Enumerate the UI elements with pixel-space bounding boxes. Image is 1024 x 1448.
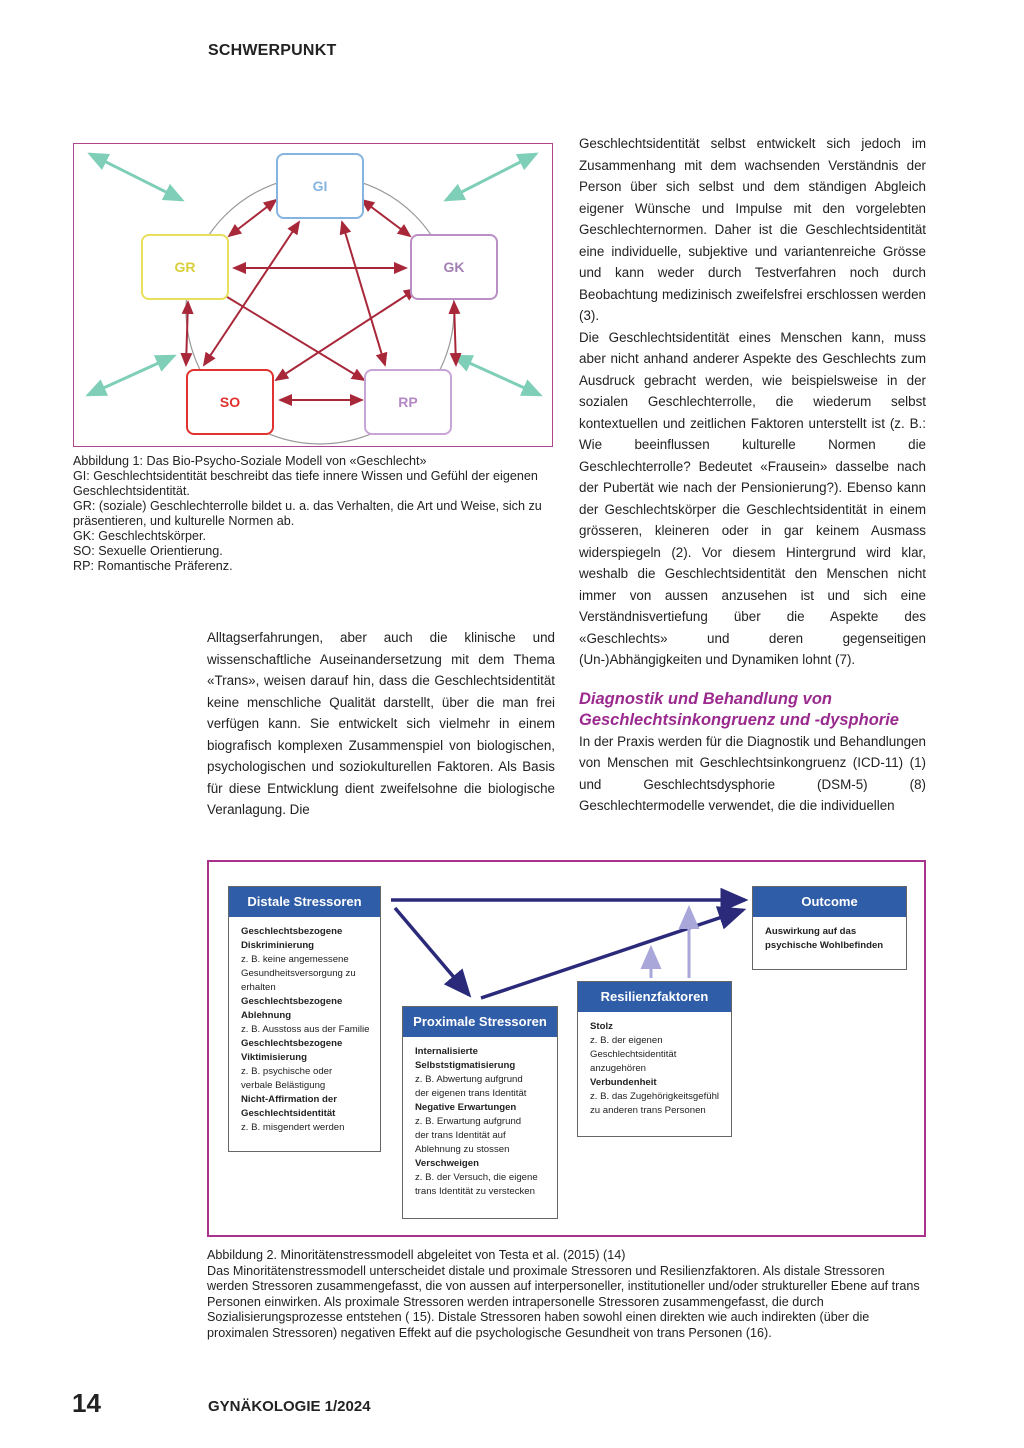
- section-header: SCHWERPUNKT: [208, 42, 337, 59]
- box-line: zu anderen trans Personen: [590, 1105, 706, 1116]
- box-line: Ablehnung: [241, 1010, 292, 1021]
- caption-title: Abbildung 2. Minoritätenstressmodell abgeleitet von Testa et al. (2015) (14): [207, 1248, 626, 1262]
- proximal-stressors-list: [403, 1037, 557, 1205]
- box-line: z. B. Abwertung aufgrund: [415, 1074, 523, 1085]
- node-so: SO: [186, 369, 274, 435]
- proximal-stressors-box: [402, 1006, 558, 1219]
- paragraph: Die Geschlechtsidentität eines Menschen kann, muss aber nicht anhand anderer Aspekte des Geschlechts zum Ausdruck gebracht werden, wie beispielsweise in der sozialen Geschlechterrolle, die wiederum selbst kontextuellen und zeitlichen Faktoren unterstellt ist (z. B.: Wie beeinflussen kulturelle Normen die Geschlechterrolle? Bedeutet «Frausein» dasselbe nach der Pubertät wie nach der Pensionierung?). Ebenso kann der Geschlechtskörper die Geschlechtsidentität in einem grösseren, kleineren oder in gar keinem Ausmass widerspiegeln (2). Vor diesem Hintergrund wird klar, weshalb die Geschlechtsidentität den Menschen nicht immer von aussen anzusehen ist und sich eine Verständnisvertiefung über die Aspekte des «Geschlechts» und deren gegenseitigen (Un-)Abhängigkeiten und Dynamiken lohnt (7).: [579, 329, 926, 667]
- box-line: Diskriminierung: [241, 940, 315, 951]
- box-line: Ablehnung zu stossen: [415, 1144, 510, 1155]
- paragraph: Alltagserfahrungen, aber auch die klinische und wissenschaftliche Auseinandersetzung mit dem Thema «Trans», weisen darauf hin, dass die Geschlechtsidentität keine menschliche Qualität darstellt, über die man frei verfügen kann. Sie entwickelt sich vielmehr in einem biografisch komplexen Zusammenspiel von biologischen, psychologischen und soziokulturellen Faktoren. Als Basis für diese Entwicklung dient zweifelsohne die biologische Veranlagung. Die: [207, 630, 555, 817]
- box-line: Geschlechtsidentität: [590, 1049, 677, 1060]
- box-line: z. B. das Zugehörigkeitsgefühl: [590, 1091, 720, 1102]
- caption-line: RP: Romantische Präferenz.: [73, 559, 233, 573]
- box-line: z. B. Erwartung aufgrund: [415, 1116, 522, 1127]
- resilience-factors-list: [578, 1012, 731, 1124]
- box-line: z. B. psychische oder: [241, 1066, 333, 1077]
- node-rp: RP: [364, 369, 452, 435]
- paragraph: Geschlechtsidentität selbst entwickelt sich jedoch im Zusammenhang mit dem wachsenden Verständnis der Person über sich selbst und dem ständigen Abgleich eigener Wünsche und Impulse mit den vorgelebten Geschlechternormen. Daher ist die Geschlechtsidentität eine individuelle, subjektive und variantenreiche Grösse und kann weder durch Testverfahren noch durch Beobachtung medizinisch zweifelsfrei erschlossen werden (3).: [579, 136, 926, 323]
- right-column: [579, 133, 926, 817]
- box-line: trans Identität zu verstecken: [415, 1186, 535, 1197]
- box-line: Nicht-Affirmation der: [241, 1094, 337, 1105]
- box-line: Stolz: [590, 1021, 613, 1032]
- box-line: der trans Identität auf: [415, 1130, 506, 1141]
- box-line: z. B. der Versuch, die eigene: [415, 1172, 538, 1183]
- box-line: Gesundheitsversorgung zu: [241, 968, 356, 979]
- node-gk: GK: [410, 234, 498, 300]
- box-line: z. B. misgendert werden: [241, 1122, 345, 1133]
- distal-stressors-title: Distale Stressoren: [229, 887, 380, 917]
- box-line: verbale Belästigung: [241, 1080, 326, 1091]
- figure-1-caption: [73, 454, 555, 574]
- box-line: Viktimisierung: [241, 1052, 307, 1063]
- proximal-stressors-title: Proximale Stressoren: [403, 1007, 557, 1037]
- figure-2-frame: [207, 860, 926, 1237]
- box-line: anzugehören: [590, 1063, 647, 1074]
- distal-stressors-list: [229, 917, 380, 1141]
- box-line: Geschlechtsidentität: [241, 1108, 336, 1119]
- caption-line: SO: Sexuelle Orientierung.: [73, 544, 223, 558]
- node-gi: GI: [276, 153, 364, 219]
- outcome-box: [752, 886, 907, 970]
- box-line: Negative Erwartungen: [415, 1102, 517, 1113]
- box-line: Geschlechtsbezogene: [241, 926, 343, 937]
- page-number: 14: [72, 1388, 101, 1418]
- box-line: z. B. keine angemessene: [241, 954, 349, 965]
- figure-1-frame: [73, 143, 553, 447]
- caption-text: Das Minoritätenstressmodell unterscheidet distale und proximale Stressoren und Resilienzfaktoren. Als distale Stressoren werden Stressoren zusammengefasst, die von aussen auf interpersoneller, institutioneller und/oder struktureller Ebene auf trans Personen einwirken. Als proximale Stressoren werden intrapersonelle Stressoren zusammengefasst, die durch Sozialisierungsprozesse entstehen ( 15). Distale Stressoren haben sowohl einen direkten wie auch indirekten (über die proximalen Stressoren) negativen Effekt auf die psychologische Gesundheit von trans Personen (16).: [207, 1263, 920, 1340]
- box-line: Internalisierte: [415, 1046, 478, 1057]
- box-line: erhalten: [241, 982, 276, 993]
- box-line: Geschlechtsbezogene: [241, 1038, 343, 1049]
- box-line: Verschweigen: [415, 1158, 479, 1169]
- box-line: Auswirkung auf das: [765, 926, 857, 937]
- box-line: psychische Wohlbefinden: [765, 940, 884, 951]
- outcome-title: Outcome: [753, 887, 906, 917]
- caption-line: GK: Geschlechtskörper.: [73, 529, 206, 543]
- caption-line: GR: (soziale) Geschlechterrolle bildet u. a. das Verhalten, die Art und Weise, sich zu präsentieren, und kulturelle Normen ab.: [73, 499, 542, 528]
- node-gr: GR: [141, 234, 229, 300]
- middle-column: [207, 627, 555, 821]
- box-line: z. B. der eigenen: [590, 1035, 663, 1046]
- box-line: Geschlechtsbezogene: [241, 996, 343, 1007]
- section-heading: Diagnostik und Behandlung von Geschlechtsinkongruenz und -dysphorie: [579, 689, 899, 729]
- paragraph: In der Praxis werden für die Diagnostik und Behandlungen von Menschen mit Geschlechtsinkongruenz (ICD-11) (1) und Geschlechtsdysphorie (DSM-5) (8) Geschlechtermodelle verwendet, die die individuellen: [579, 733, 926, 813]
- box-line: Selbststigmatisierung: [415, 1060, 516, 1071]
- journal-issue: GYNÄKOLOGIE 1/2024: [208, 1398, 371, 1415]
- distal-stressors-box: [228, 886, 381, 1152]
- box-line: der eigenen trans Identität: [415, 1088, 527, 1099]
- caption-line: Abbildung 1: Das Bio-Psycho-Soziale Modell von «Geschlecht»: [73, 454, 427, 468]
- box-line: Verbundenheit: [590, 1077, 657, 1088]
- box-line: z. B. Ausstoss aus der Familie: [241, 1024, 370, 1035]
- figure-2-caption: [207, 1248, 927, 1341]
- caption-line: GI: Geschlechtsidentität beschreibt das tiefe innere Wissen und Gefühl der eigenen Geschlechtsidentität.: [73, 469, 538, 498]
- resilience-factors-title: Resilienzfaktoren: [578, 982, 731, 1012]
- outcome-list: [753, 917, 906, 959]
- resilience-factors-box: [577, 981, 732, 1137]
